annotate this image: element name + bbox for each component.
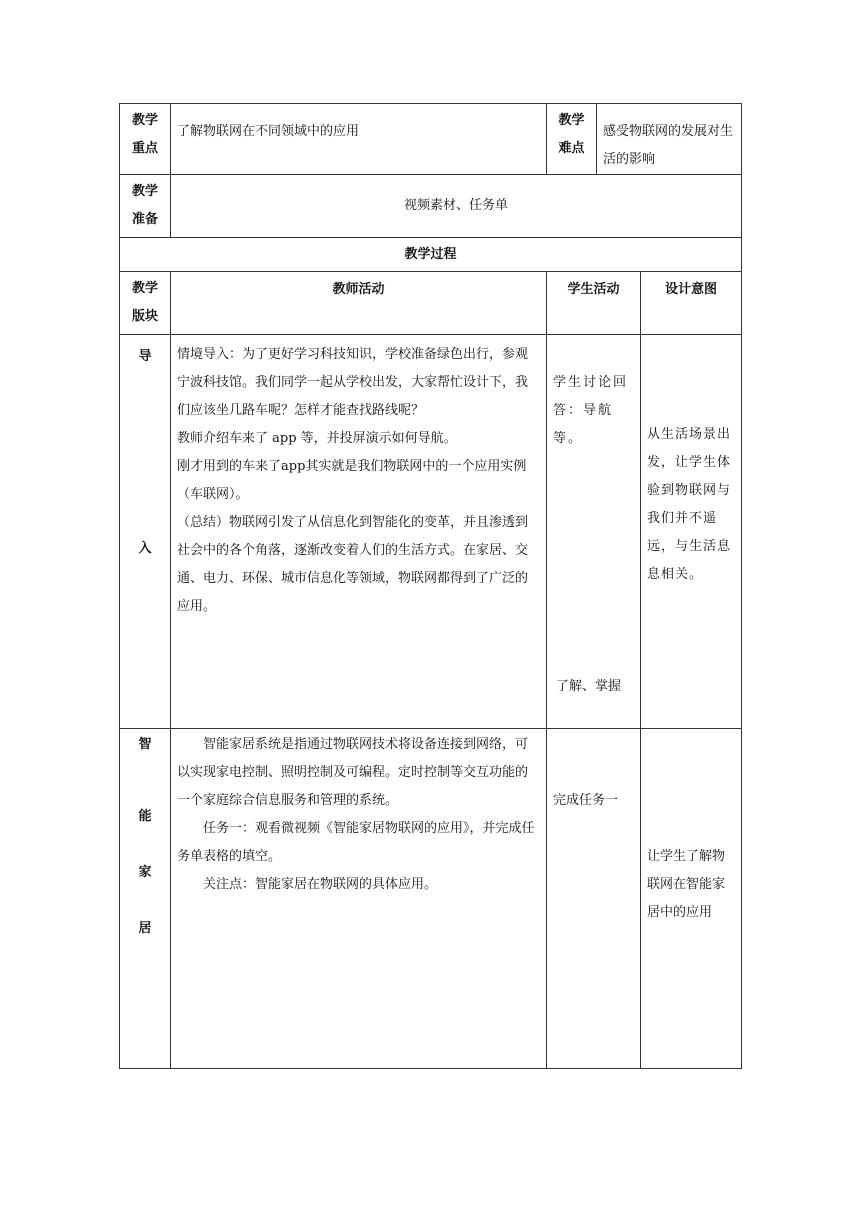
prep-label	[120, 175, 171, 238]
difficulty-label-line1: 教学	[558, 113, 585, 128]
intro-student-cell	[547, 335, 641, 729]
block-header-line1: 教学	[131, 281, 158, 296]
smart-home-block-char-1: 智	[138, 737, 152, 752]
intro-block-cell	[120, 335, 171, 729]
process-title: 教学过程	[120, 238, 742, 272]
column-header-row	[120, 272, 742, 335]
block-header-line2: 版块	[131, 309, 158, 324]
prep-row	[120, 175, 742, 238]
prep-label-line2: 准备	[131, 212, 158, 227]
smart-home-student-text: 完成任务一	[553, 793, 619, 808]
intro-row	[120, 335, 742, 729]
intro-block-char-1: 导	[138, 349, 152, 364]
smart-home-student-cell	[547, 729, 641, 1069]
lesson-plan-table	[119, 103, 742, 1069]
focus-label-line1: 教学	[131, 113, 158, 128]
difficulty-label-line2: 难点	[558, 141, 585, 156]
lesson-plan-page	[119, 103, 741, 1069]
intro-block-char-2: 入	[138, 541, 152, 556]
block-header	[120, 272, 171, 335]
intro-student-text-1: 学生讨论回答：导航等。	[553, 375, 629, 446]
intro-teacher-para-3: 刚才用到的车来了app其实就是我们物联网中的一个应用实例（车联网）。	[177, 459, 527, 502]
prep-label-line1: 教学	[131, 184, 158, 199]
focus-label-line2: 重点	[131, 141, 158, 156]
smart-home-block-char-2: 能	[138, 809, 152, 824]
smart-home-block-char-3: 家	[138, 865, 152, 880]
intro-design-cell: 从生活场景出发，让学生体验到物联网与我们并不遥远，与生活息息相关。	[641, 335, 742, 729]
smart-home-teacher-para-3: 关注点：智能家居在物联网的具体应用。	[203, 877, 438, 892]
smart-home-row	[120, 729, 742, 1069]
focus-text: 了解物联网在不同领域中的应用	[171, 104, 547, 175]
smart-home-block-char-4: 居	[138, 921, 152, 936]
smart-home-design-cell: 让学生了解物联网在智能家居中的应用	[641, 729, 742, 1069]
intro-teacher-para-4: （总结）物联网引发了从信息化到智能化的变革，并且渗透到社会中的各个角落，逐渐改变着人们的生活方式。在家居、交通、电力、环保、城市信息化等领域，物联网都得到了广泛的应用。	[177, 515, 529, 614]
design-intent-header: 设计意图	[641, 272, 742, 335]
difficulty-text: 感受物联网的发展对生活的影响	[597, 104, 742, 175]
focus-label	[120, 104, 171, 175]
process-title-row	[120, 238, 742, 272]
smart-home-teacher-cell	[171, 729, 547, 1069]
smart-home-block-cell	[120, 729, 171, 1069]
teacher-activity-header: 教师活动	[171, 272, 547, 335]
intro-teacher-para-2: 教师介绍车来了 app 等，并投屏演示如何导航。	[177, 431, 457, 446]
intro-student-text-2: 了解、掌握	[556, 679, 622, 694]
intro-teacher-para-1: 情境导入：为了更好学习科技知识，学校准备绿色出行，参观宁波科技馆。我们同学一起从学校出发，大家帮忙设计下，我们应该坐几路车呢？怎样才能查找路线呢？	[177, 347, 529, 418]
intro-teacher-cell	[171, 335, 547, 729]
student-activity-header: 学生活动	[547, 272, 641, 335]
smart-home-teacher-para-1: 智能家居系统是指通过物联网技术将设备连接到网络，可以实现家电控制、照明控制及可编程。定时控制等交互功能的一个家庭综合信息服务和管理的系统。	[177, 737, 529, 808]
prep-text: 视频素材、任务单	[171, 175, 742, 238]
difficulty-label	[547, 104, 597, 175]
smart-home-teacher-para-2: 任务一：观看微视频《智能家居物联网的应用》，并完成任务单表格的填空。	[177, 821, 535, 864]
focus-row	[120, 104, 742, 175]
